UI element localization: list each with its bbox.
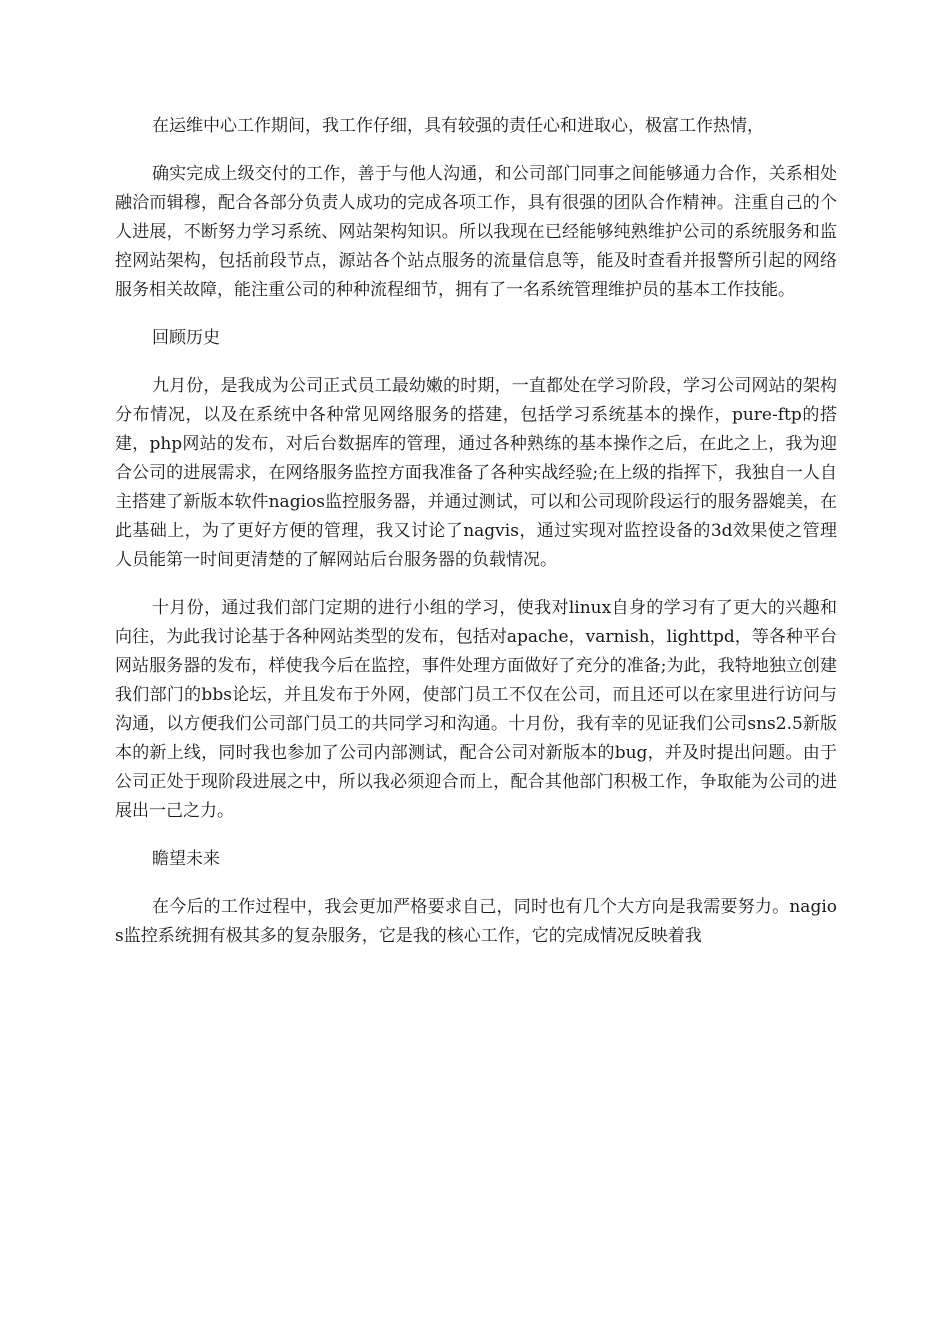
section-heading-history: 回顾历史 — [152, 328, 220, 348]
paragraph-september: 九月份，是我成为公司正式员工最幼嫩的时期，一直都处在学习阶段，学习公司网站的架构分布情况，以及在系统中各种常见网络服务的搭建，包括学习系统基本的操作，pure-ftp的搭建，php网站的发布，对后台数据库的管理，通过各种熟练的基本操作之后，在此之上，我为迎合公司的进展需求，在网络服务监控方面我准备了各种实战经验;在上级的指挥下，我独自一人自主搭建了新版本软件nagios监控服务器，并通过测试，可以和公司现阶段运行的服务器媲美，在此基础上，为了更好方便的管理，我又讨论了nagvis，通过实现对监控设备的3d效果使之管理人员能第一时间更清楚的了解网站后台服务器的负载情况。 — [115, 376, 837, 570]
section-heading-future: 瞻望未来 — [152, 849, 220, 869]
paragraph-future: 在今后的工作过程中，我会更加严格要求自己，同时也有几个大方向是我需要努力。nagios监控系统拥有极其多的复杂服务，它是我的核心工作，它的完成情况反映着我 — [115, 897, 837, 946]
paragraph-october: 十月份，通过我们部门定期的进行小组的学习，使我对linux自身的学习有了更大的兴趣和向往，为此我讨论基于各种网站类型的发布，包括对apache，varnish，lighttpd，等各种平台网站服务器的发布，样使我今后在监控，事件处理方面做好了充分的准备;为此，我特地独立创建我们部门的bbs论坛，并且发布于外网，使部门员工不仅在公司，而且还可以在家里进行访问与沟通，以方便我们公司部门员工的共同学习和沟通。十月份，我有幸的见证我们公司sns2.5新版本的新上线，同时我也参加了公司内部测试，配合公司对新版本的bug，并及时提出问题。由于公司正处于现阶段进展之中，所以我必须迎合而上，配合其他部门积极工作，争取能为公司的进展出一己之力。 — [115, 598, 837, 821]
paragraph-intro: 在运维中心工作期间，我工作仔细，具有较强的责任心和进取心，极富工作热情， — [152, 116, 764, 136]
document-body — [115, 112, 837, 970]
paragraph-teamwork: 确实完成上级交付的工作，善于与他人沟通，和公司部门同事之间能够通力合作，关系相处融洽而辑穆，配合各部分负责人成功的完成各项工作，具有很强的团队合作精神。注重自己的个人进展，不断努力学习系统、网站架构知识。所以我现在已经能够纯熟维护公司的系统服务和监控网站架构，包括前段节点，源站各个站点服务的流量信息等，能及时查看并报警所引起的网络服务相关故障，能注重公司的种种流程细节，拥有了一名系统管理维护员的基本工作技能。 — [115, 164, 837, 300]
